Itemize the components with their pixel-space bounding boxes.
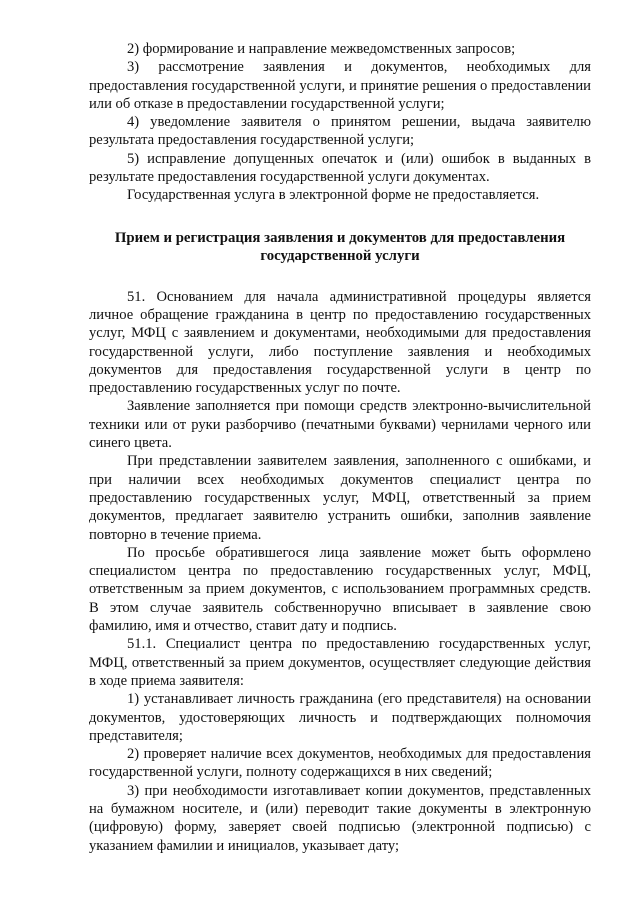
paragraph-application-filling: Заявление заполняется при помощи средств электронно-вычислительной техники или от руки разборчиво (печатными буквами) чернилами черного или синего цвета.: [89, 398, 591, 452]
list-item-2: 2) формирование и направление межведомственных запросов;: [127, 41, 516, 57]
electronic-form-note: Государственная услуга в электронной форме не предоставляется.: [127, 187, 540, 204]
list-item-4: 4) уведомление заявителя о принятом решении, выдача заявителю результата предоставления государственной услуги;: [89, 114, 591, 149]
paragraph-51-1: 51.1. Специалист центра по предоставлению государственных услуг, МФЦ, ответственный за прием документов, осуществляет следующие действия в ходе приема заявителя:: [89, 636, 591, 689]
paragraph-51: 51. Основанием для начала административной процедуры является личное обращение гражданина в центр по предоставлению государственных услуг, МФЦ с заявлением и документами, необходимыми для предоставления государственной услуги, либо поступление заявления и необходимых документов для предоставления государственной услуги в центр по предоставлению государственных услуг по почте.: [89, 288, 591, 397]
action-item-2: 2) проверяет наличие всех документов, необходимых для предоставления государственной услуги, полноту содержащихся в них сведений;: [89, 746, 591, 781]
list-item-3: 3) рассмотрение заявления и документов, необходимых для предоставления государственной услуги, и принятие решения о предоставлении или об отказе в предоставлении государственной услуги;: [89, 59, 591, 112]
document-body: [89, 40, 591, 855]
section-heading: Прием и регистрация заявления и документов для предоставления государственной услуги: [114, 229, 566, 265]
paragraph-request: По просьбе обратившегося лица заявление может быть оформлено специалистом центра по предоставлению государственных услуг, МФЦ, ответственным за прием документов, с использованием программных средств. В этом случае заявитель собственноручно вписывает в заявление свою фамилию, имя и отчество, ставит дату и подпись.: [89, 544, 591, 635]
list-item-5: 5) исправление допущенных опечаток и (или) ошибок в выданных в результате предоставления государственной услуги документах.: [89, 150, 591, 186]
action-item-1: 1) устанавливает личность гражданина (его представителя) на основании документов, удостоверяющих личность и подтверждающих полномочия представителя;: [89, 691, 591, 744]
paragraph-errors: При представлении заявителем заявления, заполненного с ошибками, и при наличии всех необходимых документов специалист центра по предоставлению государственных услуг, МФЦ, ответственный за прием документов, предлагает заявителю устранить ошибки, заполнив заявление повторно в течение приема.: [89, 453, 591, 543]
action-item-3: 3) при необходимости изготавливает копии документов, представленных на бумажном носителе, и (или) переводит такие документы в электронную (цифровую) форму, заверяет своей подписью (электронной подписью) с указанием фамилии и инициалов, указывает дату;: [89, 782, 591, 854]
